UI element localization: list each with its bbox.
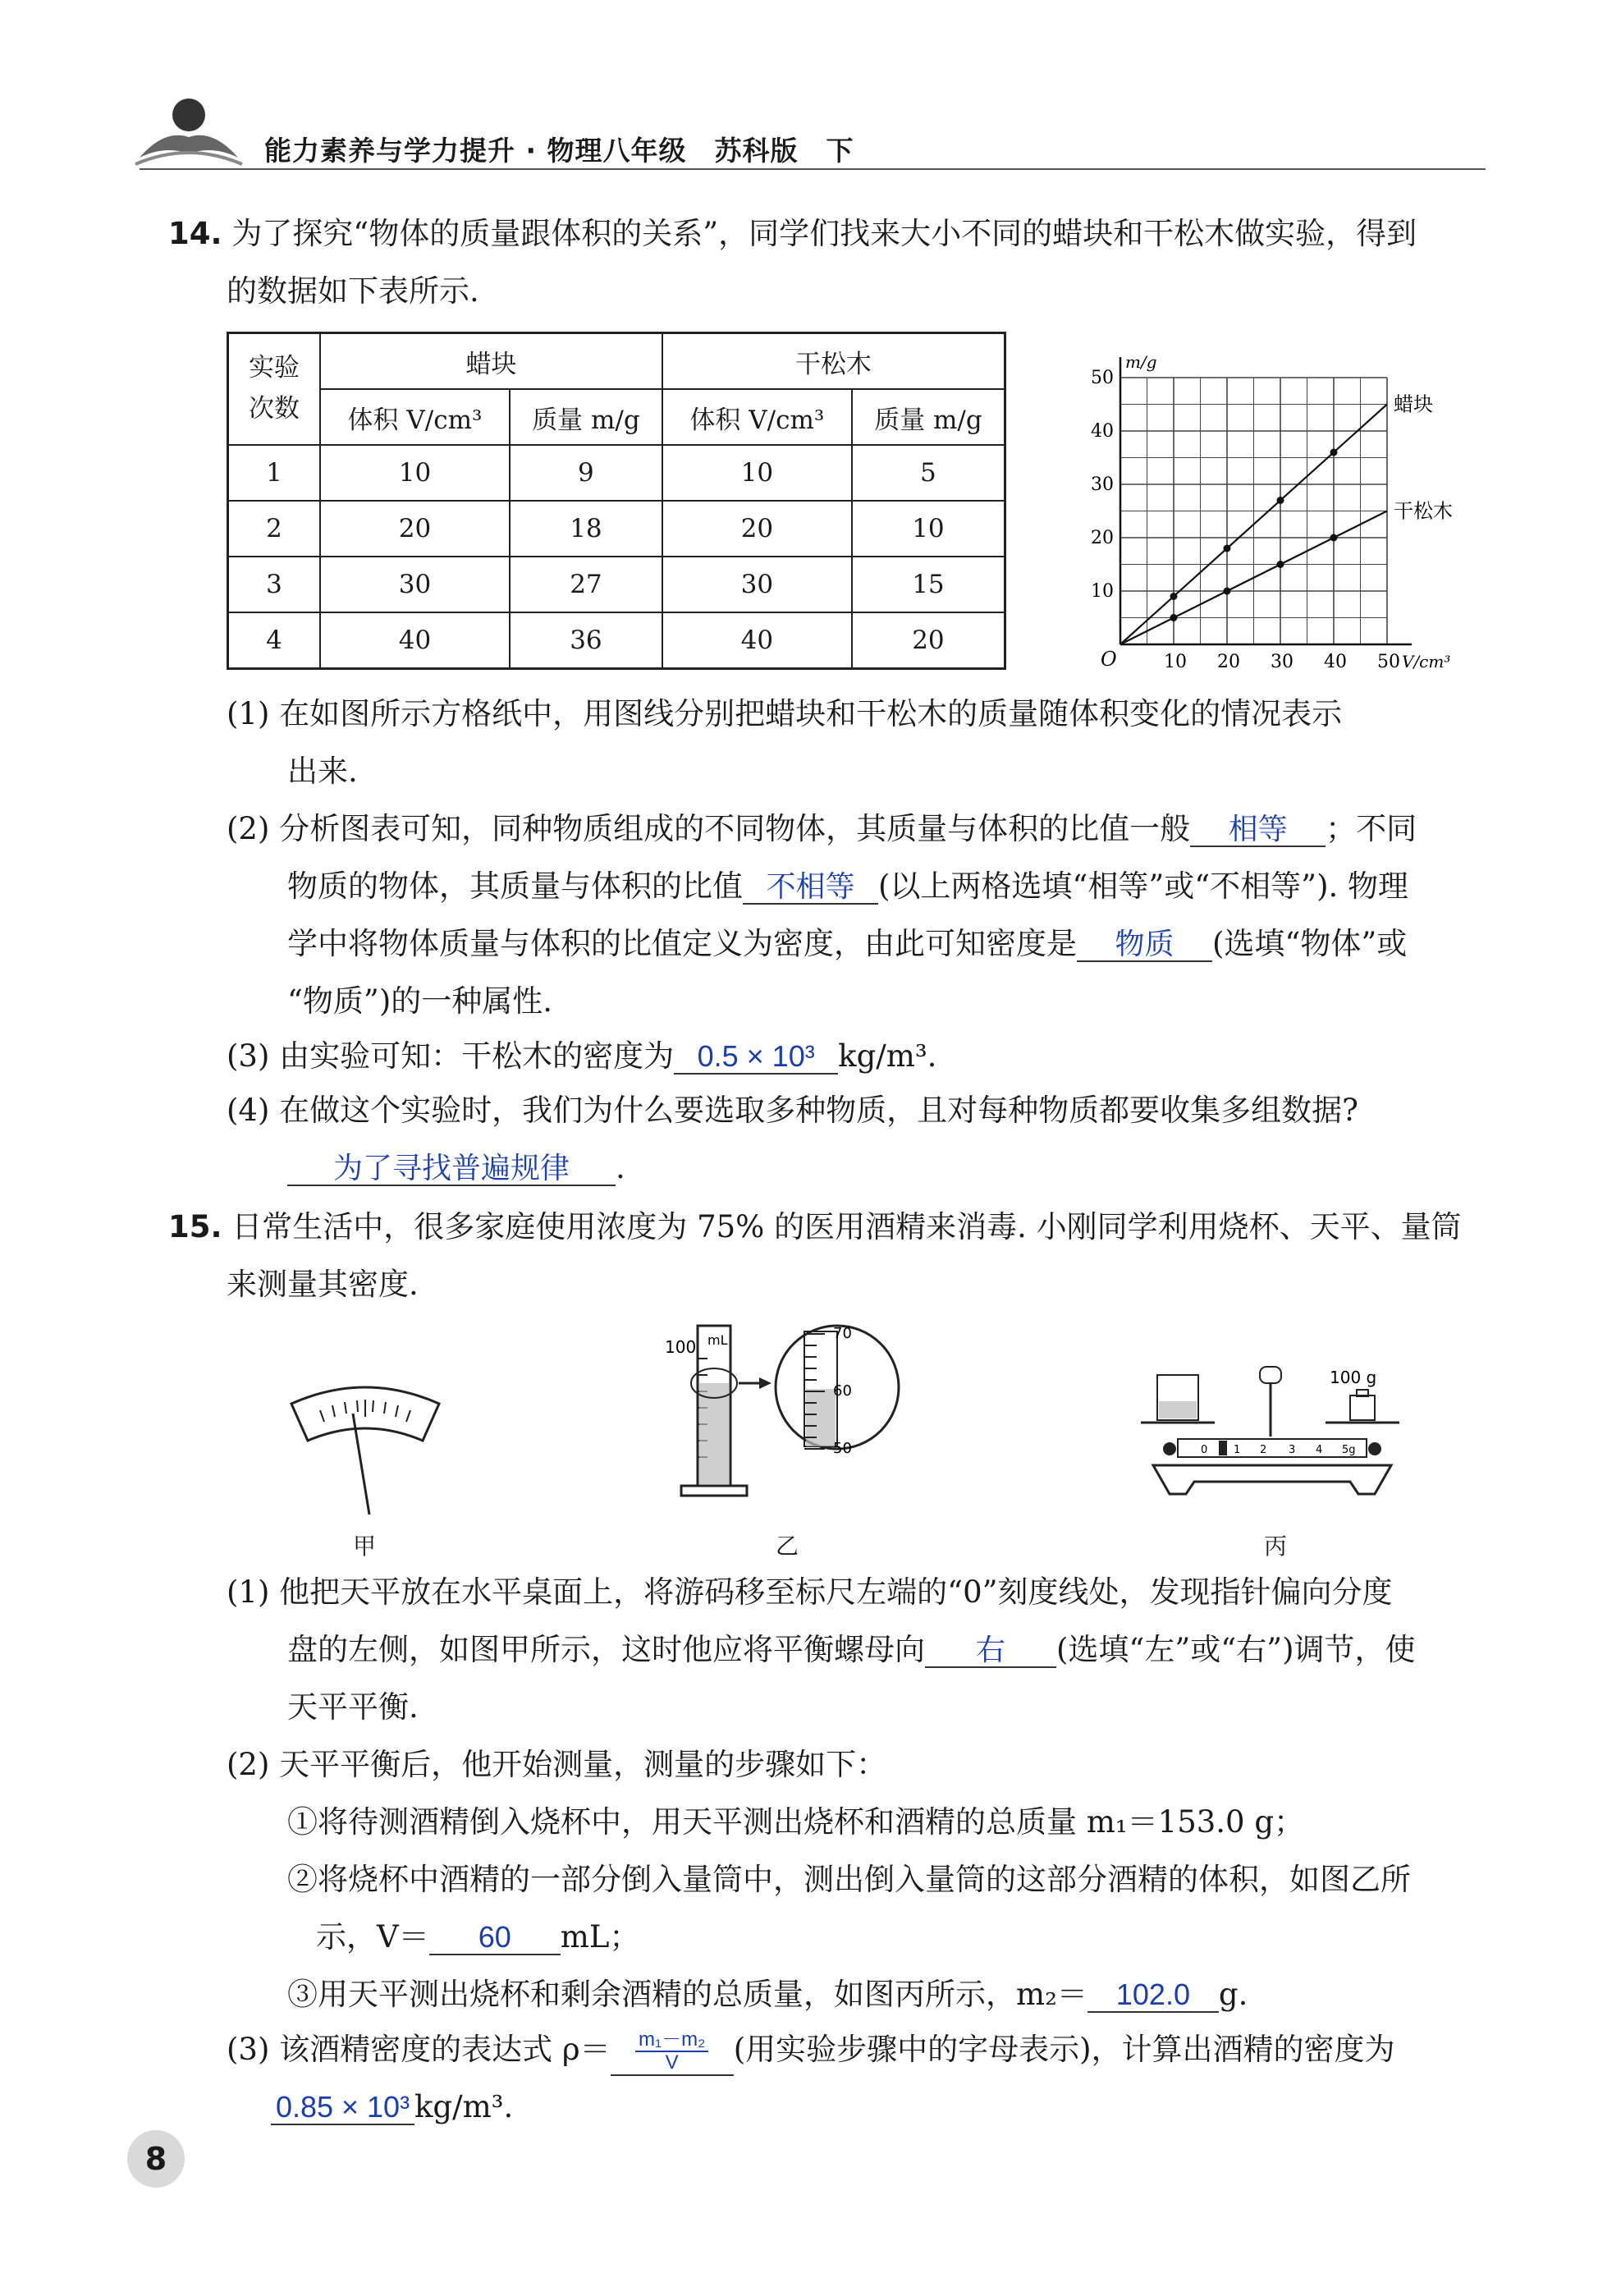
balance-figure — [1137, 1359, 1408, 1523]
origin-label: O — [1101, 648, 1117, 671]
series-label: 干松木 — [1394, 499, 1453, 523]
answer-blank[interactable]: 0.85 × 10³ — [271, 2091, 414, 2125]
table-header-volume: 体积 V/cm³ — [662, 389, 852, 445]
svg-text:0: 0 — [1201, 1444, 1208, 1456]
y-tick-label: 40 — [1091, 421, 1114, 442]
x-tick-label: 30 — [1271, 652, 1294, 672]
page-number: 8 — [127, 2130, 185, 2188]
header-title: 能力素养与学力提升 · 物理八年级 苏科版 下 — [264, 135, 854, 167]
q15-step1: ①将待测酒精倒入烧杯中，用天平测出烧杯和酒精的总质量 m₁＝153.0 g； — [287, 1804, 1305, 1840]
data-point — [1330, 534, 1338, 542]
q14-stem-line2: 的数据如下表所示. — [227, 273, 479, 309]
svg-text:70: 70 — [833, 1325, 852, 1342]
svg-text:5g: 5g — [1342, 1444, 1356, 1456]
q15-stem-line2: 来测量其密度. — [227, 1267, 419, 1302]
data-point — [1224, 545, 1231, 552]
y-tick-label: 50 — [1091, 368, 1114, 388]
q15-part1-line3: 天平平衡. — [287, 1689, 419, 1725]
figure-label-b: 乙 — [776, 1533, 799, 1560]
svg-text:100: 100 — [665, 1337, 697, 1357]
balance-dial-figure — [287, 1371, 443, 1527]
table-row: 2 20 18 20 10 — [228, 501, 1005, 557]
table-header-mass: 质量 m/g — [852, 389, 1005, 445]
y-tick-label: 30 — [1091, 474, 1114, 495]
q14-part3: (3) 由实验可知：干松木的密度为 0.5 × 10³ kg/m³. — [227, 1038, 937, 1074]
svg-text:mL: mL — [707, 1332, 728, 1348]
svg-text:2: 2 — [1260, 1444, 1267, 1456]
y-tick-label: 10 — [1091, 581, 1114, 602]
answer-blank[interactable]: 不相等 — [743, 870, 878, 905]
answer-blank-fraction[interactable]: $\frac{\text{m₁－m₂}}{V}$ — [611, 2029, 734, 2076]
svg-text:3: 3 — [1289, 1444, 1296, 1456]
x-tick-label: 10 — [1164, 652, 1187, 672]
data-table — [227, 332, 1006, 670]
answer-blank[interactable]: 为了寻找普遍规律 — [287, 1152, 616, 1186]
q15-part2-line1: (2) 天平平衡后，他开始测量，测量的步骤如下： — [227, 1747, 887, 1782]
q14-part4-line1: (4) 在做这个实验时，我们为什么要选取多种物质，且对每种物质都要收集多组数据? — [227, 1093, 1359, 1128]
q15-number: 15. — [168, 1209, 222, 1244]
answer-blank[interactable]: 右 — [925, 1634, 1056, 1668]
header-logo — [131, 92, 246, 170]
q15-part3-line2: 0.85 × 10³ kg/m³. — [271, 2087, 513, 2128]
svg-text:4: 4 — [1316, 1444, 1323, 1456]
q14-part2-line3: 学中将物体质量与体积的比值定义为密度，由此可知密度是 物质 (选填“物体”或 — [287, 926, 1408, 961]
answer-blank[interactable]: 相等 — [1190, 813, 1326, 847]
x-tick-label: 50 — [1377, 652, 1400, 672]
mass-volume-chart — [1083, 324, 1494, 677]
x-tick-label: 20 — [1217, 652, 1240, 672]
q15-step2-line2: 示，V＝ 60 mL； — [316, 1919, 640, 1955]
q14-number: 14. — [168, 216, 222, 251]
table-header-trial: 实验 次数 — [228, 333, 321, 446]
data-point — [1170, 593, 1178, 600]
table-header-wax: 蜡块 — [320, 333, 662, 390]
answer-blank[interactable]: 物质 — [1077, 928, 1212, 962]
svg-text:100 g: 100 g — [1330, 1368, 1377, 1387]
q14-part2-line2: 物质的物体，其质量与体积的比值 不相等 (以上两格选填“相等”或“不相等”). 物理 — [287, 868, 1409, 904]
figure-label-a: 甲 — [353, 1533, 377, 1560]
answer-blank[interactable]: 60 — [429, 1921, 561, 1955]
q15-part1-line2: 盘的左侧，如图甲所示，这时他应将平衡螺母向 右 (选填“左”或“右”)调节，使 — [287, 1632, 1416, 1667]
table-row: 4 40 36 40 20 — [228, 612, 1005, 669]
q14-part4-line2: 为了寻找普遍规律 . — [287, 1148, 625, 1189]
data-point — [1224, 588, 1231, 595]
q14-part1-line2: 出来. — [287, 754, 358, 789]
x-axis-label: V/cm³ — [1402, 652, 1451, 671]
svg-text:60: 60 — [833, 1382, 852, 1400]
y-axis-label: m/g — [1125, 352, 1157, 372]
table-header-pine: 干松木 — [662, 333, 1005, 390]
table-header-mass: 质量 m/g — [510, 389, 662, 445]
table-header-volume: 体积 V/cm³ — [320, 389, 510, 445]
y-tick-label: 20 — [1091, 528, 1114, 548]
graduated-cylinder-figure — [657, 1322, 919, 1510]
data-point — [1170, 614, 1178, 621]
answer-blank[interactable]: 0.5 × 10³ — [674, 1040, 838, 1075]
q15-step2-line1: ②将烧杯中酒精的一部分倒入量筒中，测出倒入量筒的这部分酒精的体积，如图乙所 — [287, 1862, 1411, 1897]
data-point — [1330, 449, 1338, 456]
q15-part1-line1: (1) 他把天平放在水平桌面上，将游码移至标尺左端的“0”刻度线处，发现指针偏向分度 — [227, 1574, 1393, 1610]
q15-stem-line1: 15. 日常生活中，很多家庭使用浓度为 75% 的医用酒精来消毒. 小刚同学利用烧杯、天平、量筒 — [168, 1209, 1462, 1244]
table-row: 1 10 9 10 5 — [228, 445, 1005, 501]
q14-part2-line1: (2) 分析图表可知，同种物质组成的不同物体，其质量与体积的比值一般 相等 ；不同 — [227, 811, 1417, 846]
svg-text:50: 50 — [833, 1440, 852, 1457]
q14-part2-line4: “物质”)的一种属性. — [287, 983, 553, 1019]
header-divider — [140, 168, 1486, 170]
q14-part1-line1: (1) 在如图所示方格纸中，用图线分别把蜡块和干松木的质量随体积变化的情况表示 — [227, 696, 1343, 731]
series-label: 蜡块 — [1394, 392, 1433, 416]
q14-stem-line1: 14. 为了探究“物体的质量跟体积的关系”，同学们找来大小不同的蜡块和干松木做实验，得到 — [168, 216, 1417, 251]
svg-text:1: 1 — [1234, 1444, 1241, 1456]
table-row: 3 30 27 30 15 — [228, 557, 1005, 612]
x-tick-label: 40 — [1324, 652, 1347, 672]
figure-label-c: 丙 — [1264, 1533, 1288, 1560]
q15-part3-line1: (3) 该酒精密度的表达式 ρ＝ $\frac{\text{m₁－m₂}}{V}$ (用实验步骤中的字母表示)，计算出酒精的密度为 — [227, 2029, 1395, 2076]
data-point — [1277, 497, 1284, 504]
q15-step3: ③用天平测出烧杯和剩余酒精的总质量，如图丙所示，m₂＝ 102.0 g. — [287, 1977, 1248, 2012]
answer-blank[interactable]: 102.0 — [1087, 1978, 1219, 2013]
data-point — [1277, 561, 1284, 568]
